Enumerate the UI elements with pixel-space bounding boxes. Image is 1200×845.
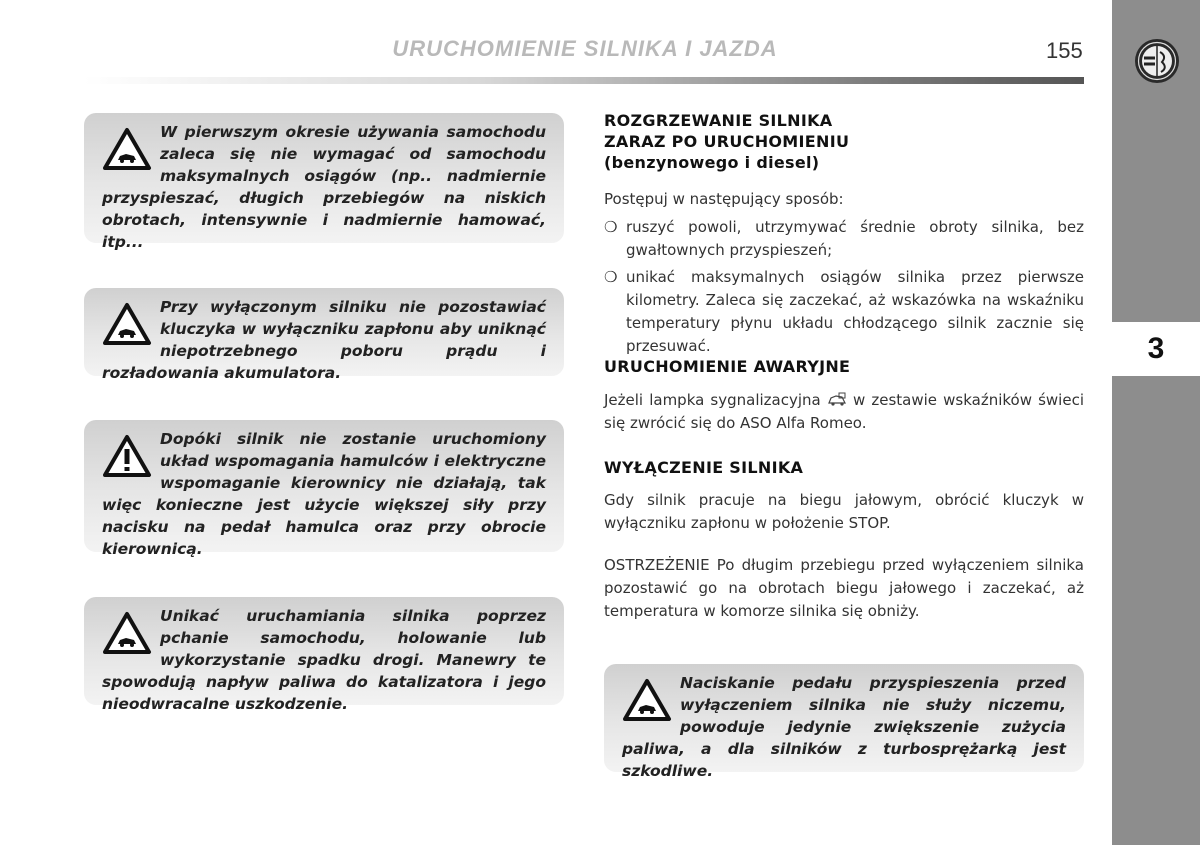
bullet-marker: ❍ <box>604 218 618 236</box>
bullet-marker: ❍ <box>604 268 618 286</box>
header-divider <box>84 77 1084 84</box>
car-on-slope-warning-icon <box>102 127 152 171</box>
warning-text: Naciskanie pedału przyspieszenia przed wyłączeniem silnika nie służy niczemu, powoduje jedynie zwiększenie zużycia paliwa, a dla silników z turbosprężarką jest szkodliwe. <box>622 674 1066 780</box>
emergency-paragraph <box>604 389 1084 435</box>
warning-text: Dopóki silnik nie zostanie uruchomiony układ wspomagania hamulców i elektryczne wspomaganie kierownicy nie działają, tak więc konieczne jest użycie większej siły przy nacisku na pedał hamulca oraz przy obrocie kierownicą. <box>102 430 546 558</box>
warmup-bullet-list <box>604 216 1084 362</box>
warning-box-3 <box>84 420 564 558</box>
bullet-text: unikać maksymalnych osiągów silnika przez pierwsze kilometry. Zaleca się zaczekać, aż wskazówka na wskaźniku temperatury płynu układu chłodzącego silnik zacznie się przesuwać. <box>626 268 1084 355</box>
warning-box-4 <box>84 597 564 713</box>
heading-line: ZARAZ PO URUCHOMIENIU <box>604 132 850 151</box>
chapter-tab: 3 <box>1112 322 1200 376</box>
warning-box-2 <box>84 288 564 382</box>
page-header-title: URUCHOMIENIE SILNIKA I JAZDA <box>392 36 778 61</box>
shutdown-paragraph-1: Gdy silnik pracuje na biegu jałowym, obrócić kluczyk w wyłączniku zapłonu w położenie STOP. <box>604 491 1084 532</box>
bullet-text: ruszyć powoli, utrzymywać średnie obroty silnika, bez gwałtownych przyspieszeń; <box>626 218 1084 259</box>
heading-line: (benzynowego i diesel) <box>604 153 820 172</box>
section-heading-warmup <box>604 110 849 173</box>
alfa-romeo-logo-icon <box>1134 38 1180 84</box>
car-on-slope-warning-icon <box>622 678 672 722</box>
list-item <box>604 266 1084 358</box>
section-heading-emergency: URUCHOMIENIE AWARYJNE <box>604 357 851 376</box>
warning-text: Przy wyłączonym silniku nie pozostawiać kluczyka w wyłączniku zapłonu aby uniknąć niepotrzebnego poboru prądu i rozładowania akumulatora. <box>102 298 546 382</box>
section-heading-shutdown: WYŁĄCZENIE SILNIKA <box>604 458 804 477</box>
warning-text: W pierwszym okresie używania samochodu zaleca się nie wymagać od samochodu maksymalnych osiągów (np.. nadmiernie przyspieszać, długich przebiegów na niskich obrotach, intensywnie i nadmiernie hamować, itp... <box>102 123 546 251</box>
warmup-intro: Postępuj w następujący sposób: <box>604 190 844 208</box>
heading-line: ROZGRZEWANIE SILNIKA <box>604 111 833 130</box>
warning-box-5 <box>604 664 1084 780</box>
warning-box-1 <box>84 113 564 251</box>
chapter-side-strip <box>1112 0 1200 845</box>
immobilizer-car-icon <box>827 392 847 408</box>
emergency-text-start: Jeżeli lampka sygnalizacyjna <box>604 391 821 409</box>
car-on-slope-warning-icon <box>102 302 152 346</box>
car-on-slope-warning-icon <box>102 611 152 655</box>
warning-text: Unikać uruchamiania silnika poprzez pchanie samochodu, holowanie lub wykorzystanie spadku drogi. Manewry te spowodują napływ paliwa do katalizatora i jego nieodwracalne uszkodzenie. <box>102 607 546 713</box>
page-number: 155 <box>1046 38 1083 63</box>
list-item <box>604 216 1084 262</box>
exclamation-warning-icon <box>102 434 152 478</box>
shutdown-paragraph-2: OSTRZEŻENIE Po długim przebiegu przed wyłączeniem silnika pozostawić go na obrotach biegu jałowego i zaczekać, aż temperatura w komorze silnika się obniży. <box>604 556 1084 620</box>
emergency-text-end: w zestawie wskaźników świeci się zwrócić się do ASO Alfa Romeo. <box>604 391 1084 432</box>
